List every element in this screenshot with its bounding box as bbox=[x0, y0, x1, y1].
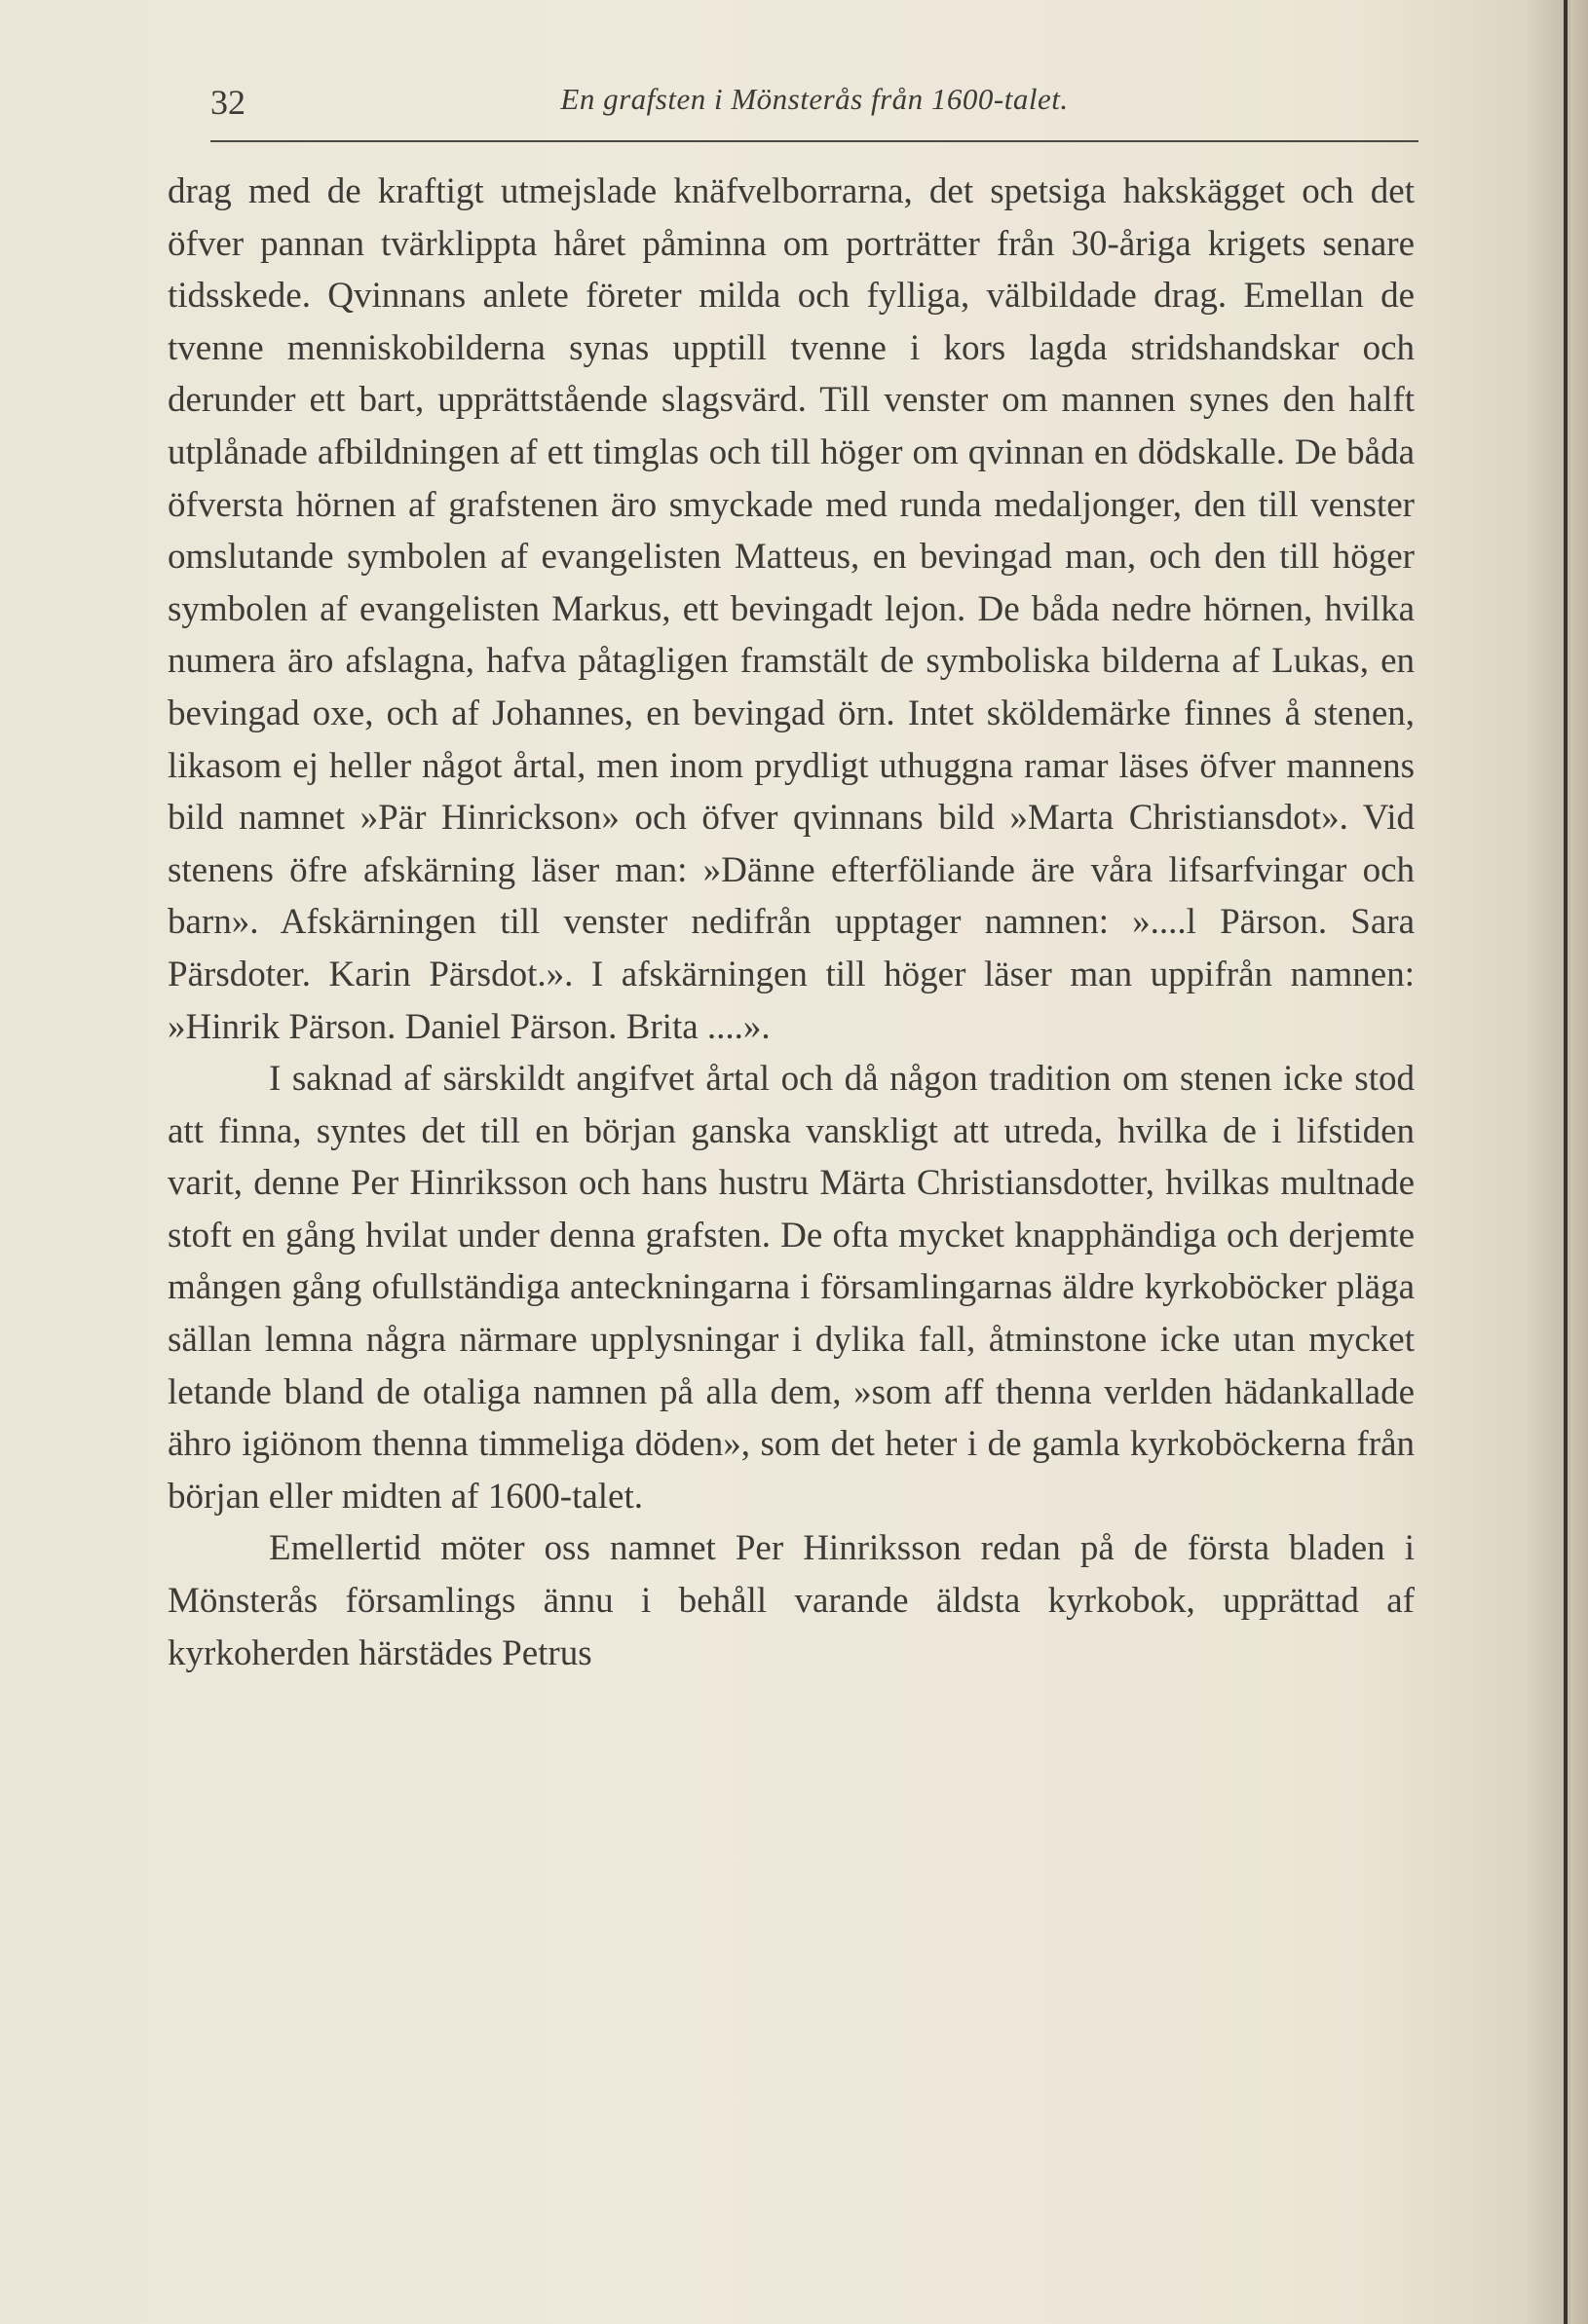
header-rule bbox=[210, 140, 1418, 142]
paragraph-saknad: I saknad af särskildt angifvet årtal och då någon tradition om stenen icke stod att finna, syntes det till en början ganska vanskligt att utreda, hvilka de i lifstiden varit, denne Per Hinriksson och hans hustru Märta Christiansdotter, hvilkas multnade stoft en gång hvilat under denna grafsten. De ofta mycket knapphändiga och derjemte mången gång ofullständiga anteckningarna i församlingarnas äldre kyrkoböcker pläga sällan lemna några närmare upplysningar i dylika fall, åtminstone icke utan mycket letande bland de otaliga namnen på alla dem, »som aff thenna verlden hädankallade ähro igiönom thenna timmeliga döden», som det heter i de gamla kyrkoböckerna från början eller midten af 1600-talet. bbox=[168, 1059, 1415, 1517]
page-header bbox=[210, 76, 1418, 144]
paragraph-emellertid: Emellertid möter oss namnet Per Hinriksson redan på de första bladen i Mönsterås församlings ännu i behåll varande äldsta kyrkobok, upprättad af kyrkoherden härstädes Petrus bbox=[168, 1528, 1415, 1673]
paragraph-continuation: drag med de kraftigt utmejslade knäfvelborrarna, det spetsiga hakskägget och det öfver pannan tvärklippta håret påminna om porträtter från 30-åriga krigets senare tidsskede. Qvinnans anlete företer milda och fylliga, välbildade drag. Emellan de tvenne menniskobilderna synas upptill tvenne i kors lagda stridshandskar och derunder ett bart, upprättstående slagsvärd. Till venster om mannen synes den halft utplånade afbildningen af ett timglas och till höger om qvinnan en dödskalle. De båda öfversta hörnen af grafstenen äro smyckade med runda medaljonger, den till venster omslutande symbolen af evangelisten Matteus, en bevingad man, och den till höger symbolen af evangelisten Markus, ett bevingadt lejon. De båda nedre hörnen, hvilka numera äro afslagna, hafva påtagligen framstält de symboliska bilderna af Lukas, en bevingad oxe, och af Johannes, en bevingad örn. Intet sköldemärke finnes å stenen, likasom ej heller något årtal, men inom prydligt uthuggna ramar läses öfver mannens bild namnet »Pär Hinrickson» och öfver qvinnans bild »Marta Christiansdot». Vid stenens öfre afskärning läser man: »Dänne efterföliande äre våra lifsarfvingar och barn». Afskärningen till venster nedifrån upptager namnen: »....l Pärson. Sara Pärsdoter. Karin Pärsdot.». I afskärningen till höger läser man uppifrån namnen: »Hinrik Pärson. Daniel Pärson. Brita ....». bbox=[168, 171, 1415, 1047]
book-binding-shadow bbox=[1570, 0, 1588, 2324]
page-number: 32 bbox=[210, 83, 246, 122]
book-binding-edge bbox=[1564, 0, 1568, 2324]
running-title: En grafsten i Mönsterås från 1600-talet. bbox=[560, 82, 1069, 116]
body-text bbox=[168, 166, 1415, 1679]
